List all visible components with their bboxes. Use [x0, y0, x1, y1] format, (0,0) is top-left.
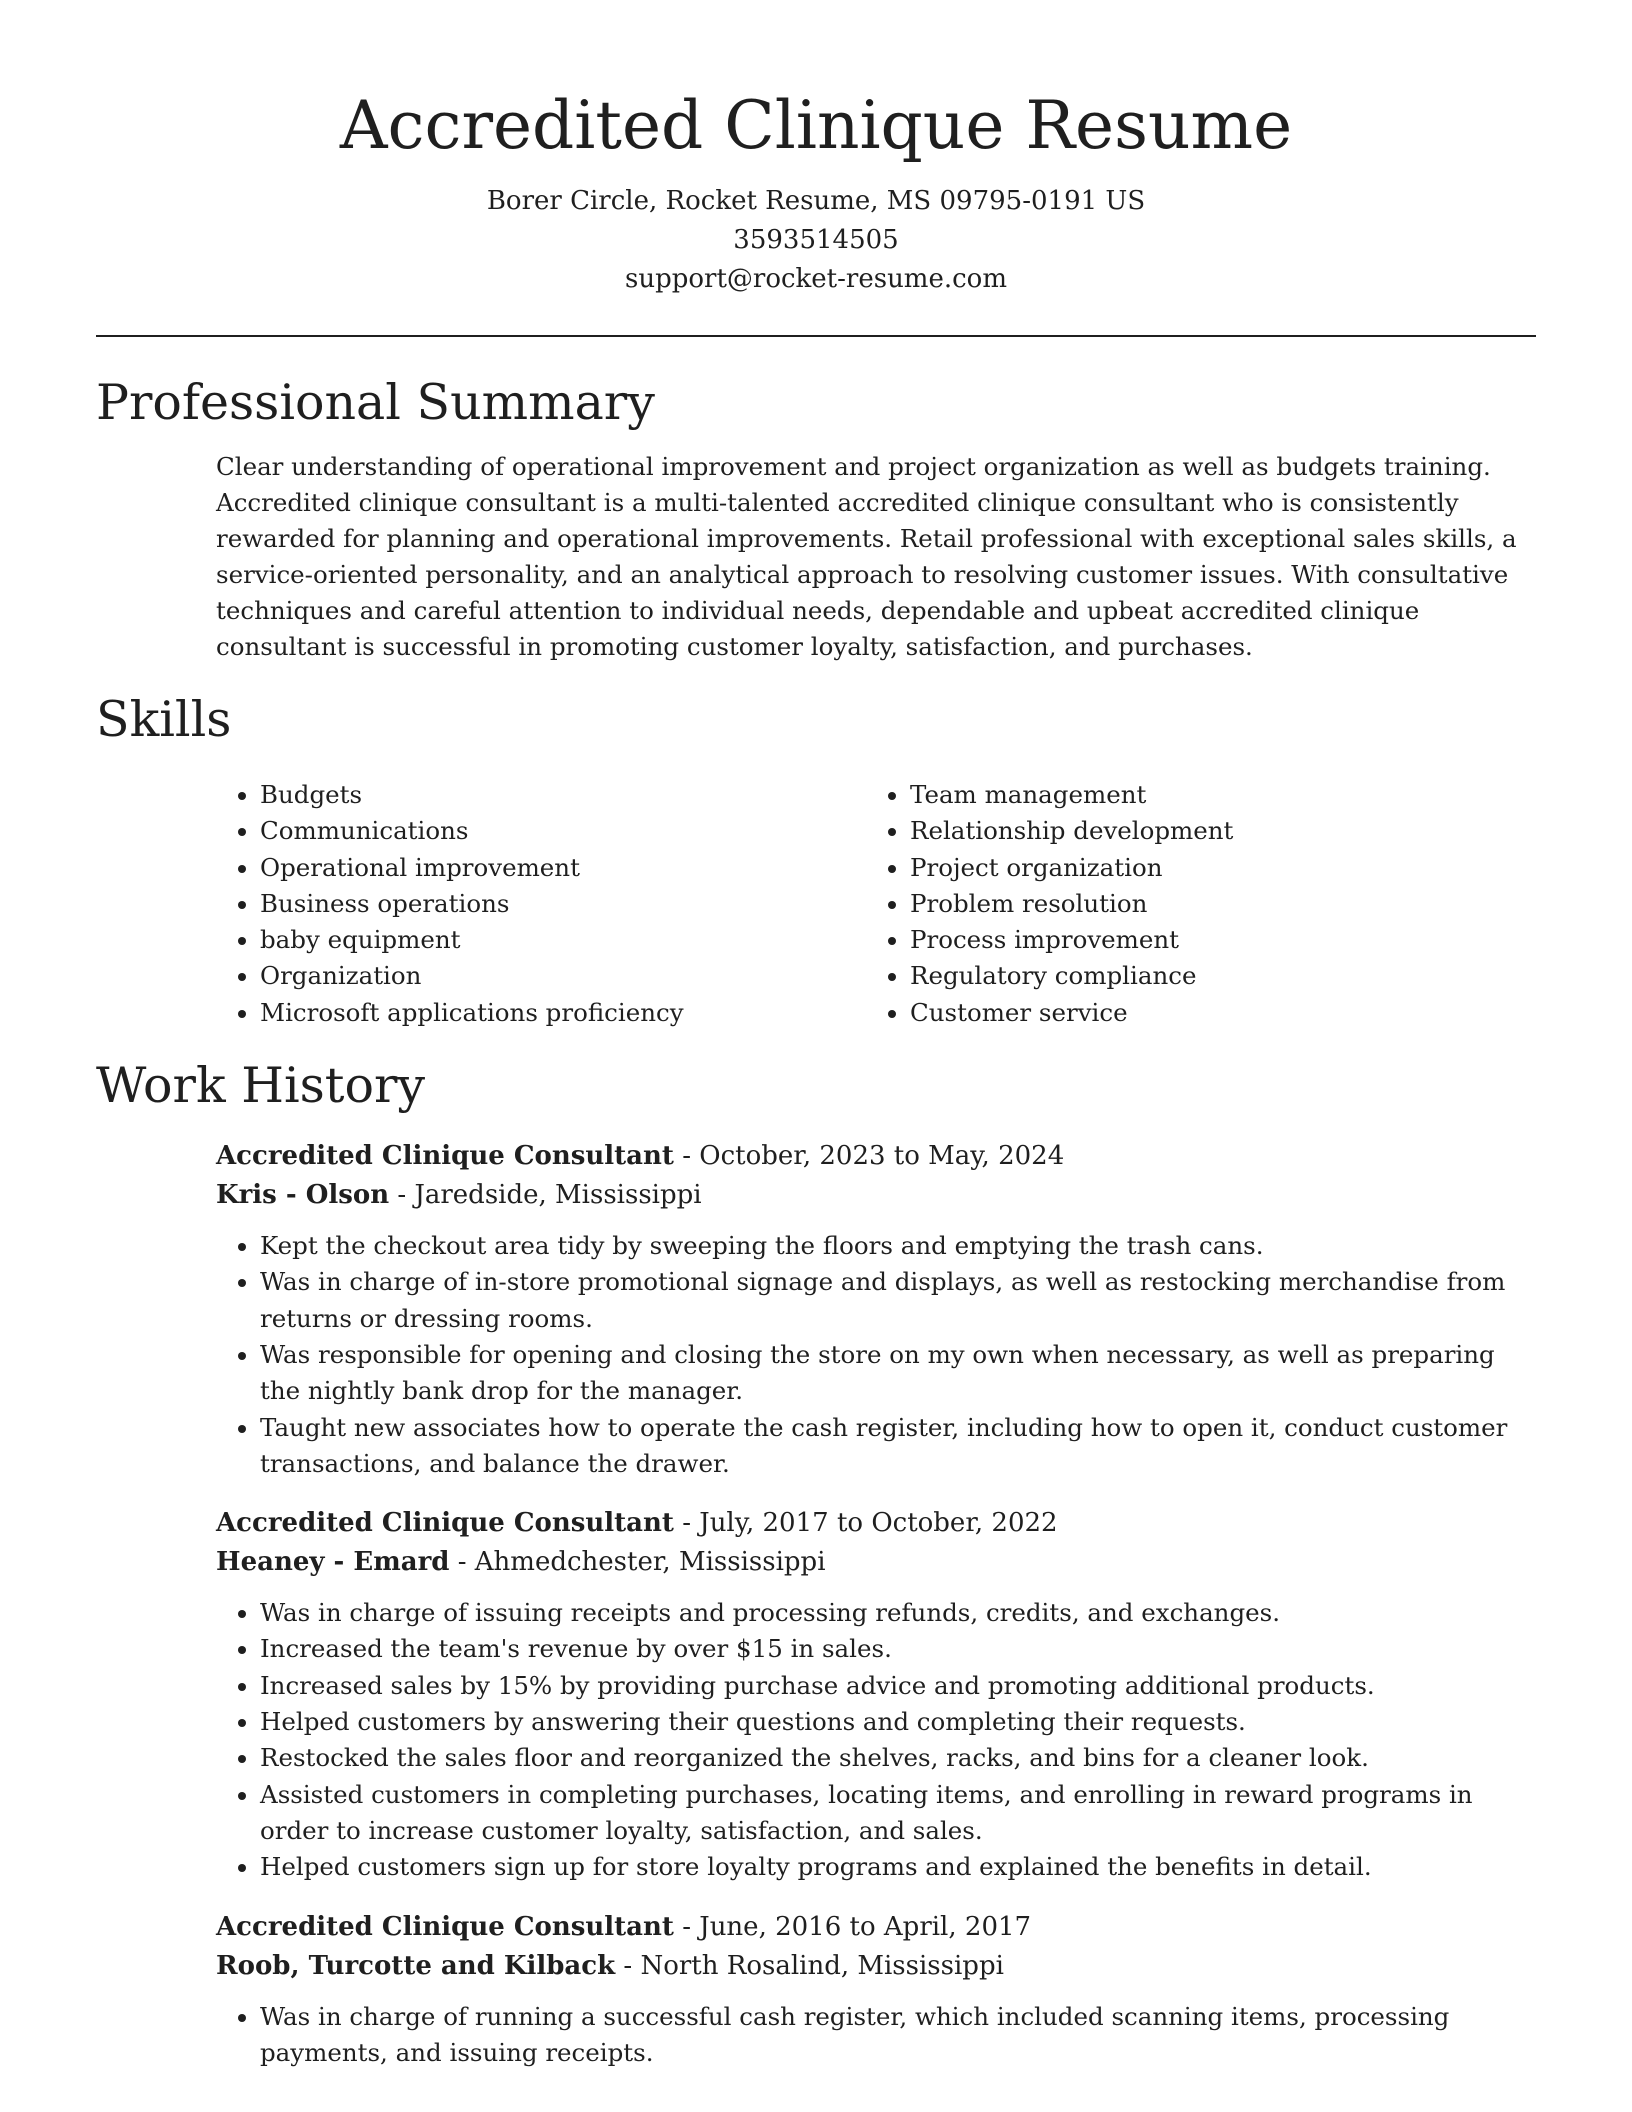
job-company-line: [216, 1947, 1536, 1986]
skill-item: • Project organization: [910, 850, 1516, 886]
job-duty: • Helped customers by answering their questions and completing their requests.: [260, 1704, 1536, 1740]
job-duty: • Was in charge of issuing receipts and processing refunds, credits, and exchanges.: [260, 1595, 1536, 1631]
job-company-line: [216, 1543, 1536, 1582]
job-duty: • Kept the checkout area tidy by sweeping the floors and emptying the trash cans.: [260, 1228, 1536, 1264]
skill-item: • Team management: [910, 777, 1516, 813]
job-duty: • Restocked the sales floor and reorganized the shelves, racks, and bins for a cleaner look.: [260, 1740, 1536, 1776]
job-duties: [216, 1228, 1536, 1482]
job-employer: Roob, Turcotte and Kilback: [216, 1950, 616, 1981]
job-duties: [216, 1595, 1536, 1885]
job-entry: [216, 1504, 1536, 1885]
skills-section: [96, 689, 1536, 1031]
summary-heading: Professional Summary: [96, 374, 655, 431]
skill-item: • baby equipment: [260, 922, 866, 958]
contact-email: support@rocket-resume.com: [624, 264, 1007, 294]
skills-column-left: [216, 777, 866, 1031]
skill-item: • Relationship development: [910, 813, 1516, 849]
job-title: Accredited Clinique Consultant: [216, 1141, 674, 1172]
work-history-section: [96, 1055, 1536, 2071]
job-title-line: [216, 1908, 1536, 1947]
work-history-heading: Work History: [96, 1057, 426, 1115]
skills-heading: Skills: [96, 691, 232, 748]
job-duty: • Helped customers sign up for store loyalty programs and explained the benefits in detail.: [260, 1849, 1536, 1885]
job-title: Accredited Clinique Consultant: [216, 1508, 674, 1539]
skill-item: • Organization: [260, 958, 866, 994]
job-duty: • Assisted customers in completing purchases, locating items, and enrolling in reward programs in order to increase customer loyalty, satisfaction, and sales.: [260, 1777, 1536, 1850]
job-title-line: [216, 1137, 1536, 1176]
job-dates: - October, 2023 to May, 2024: [673, 1141, 1065, 1172]
resume-name: Accredited Clinique Resume: [339, 87, 1293, 164]
job-title: Accredited Clinique Consultant: [216, 1911, 674, 1942]
summary-text: Clear understanding of operational improvement and project organization as well as budgets training. Accredited clinique consultant is a multi-talented accredited clinique consultant who is consistently rewarded for planning and operational improvements. Retail professional with exceptional sales skills, a service-oriented personality, and an analytical approach to resolving customer issues. With consultative techniques and careful attention to individual needs, dependable and upbeat accredited clinique consultant is successful in promoting customer loyalty, satisfaction, and purchases.: [216, 452, 1517, 661]
skill-item: • Communications: [260, 813, 866, 849]
resume-page: [96, 0, 1536, 2071]
job-employer: Kris - Olson: [216, 1180, 390, 1211]
job-company-line: [216, 1176, 1536, 1215]
job-duty: • Increased the team's revenue by over $15 in sales.: [260, 1631, 1536, 1667]
contact-address: Borer Circle, Rocket Resume, MS 09795-0191 US: [486, 186, 1146, 216]
job-duty: • Was responsible for opening and closing the store on my own when necessary, as well as preparing the nightly bank drop for the manager.: [260, 1337, 1536, 1410]
skill-item: • Microsoft applications proficiency: [260, 995, 866, 1031]
header-divider: [96, 335, 1536, 337]
job-entry: [216, 1908, 1536, 2072]
skill-item: • Process improvement: [910, 922, 1516, 958]
job-duty: • Was in charge of in-store promotional signage and displays, as well as restocking merchandise from returns or dressing rooms.: [260, 1264, 1536, 1337]
skill-item: • Operational improvement: [260, 850, 866, 886]
skill-item: • Problem resolution: [910, 886, 1516, 922]
job-entry: [216, 1137, 1536, 1482]
job-duty: • Taught new associates how to operate the cash register, including how to open it, conduct customer transactions, and balance the drawer.: [260, 1410, 1536, 1483]
job-duties: [216, 1999, 1536, 2072]
skill-item: • Regulatory compliance: [910, 958, 1516, 994]
job-title-line: [216, 1504, 1536, 1543]
job-location: - North Rosalind, Mississippi: [615, 1950, 1004, 1981]
resume-header: [96, 0, 1536, 299]
contact-phone: 3593514505: [733, 225, 899, 255]
job-duty: • Was in charge of running a successful cash register, which included scanning items, processing payments, and issuing receipts.: [260, 1999, 1536, 2072]
job-dates: - June, 2016 to April, 2017: [673, 1911, 1032, 1942]
skills-grid: [216, 777, 1536, 1031]
job-location: - Jaredside, Mississippi: [389, 1180, 702, 1211]
skill-item: • Business operations: [260, 886, 866, 922]
job-duty: • Increased sales by 15% by providing purchase advice and promoting additional products.: [260, 1668, 1536, 1704]
job-employer: Heaney - Emard: [216, 1547, 450, 1578]
skills-column-right: [866, 777, 1516, 1031]
skill-item: • Budgets: [260, 777, 866, 813]
skill-item: • Customer service: [910, 995, 1516, 1031]
job-dates: - July, 2017 to October, 2022: [673, 1508, 1058, 1539]
job-location: - Ahmedchester, Mississippi: [449, 1547, 826, 1578]
summary-section: [96, 372, 1536, 665]
